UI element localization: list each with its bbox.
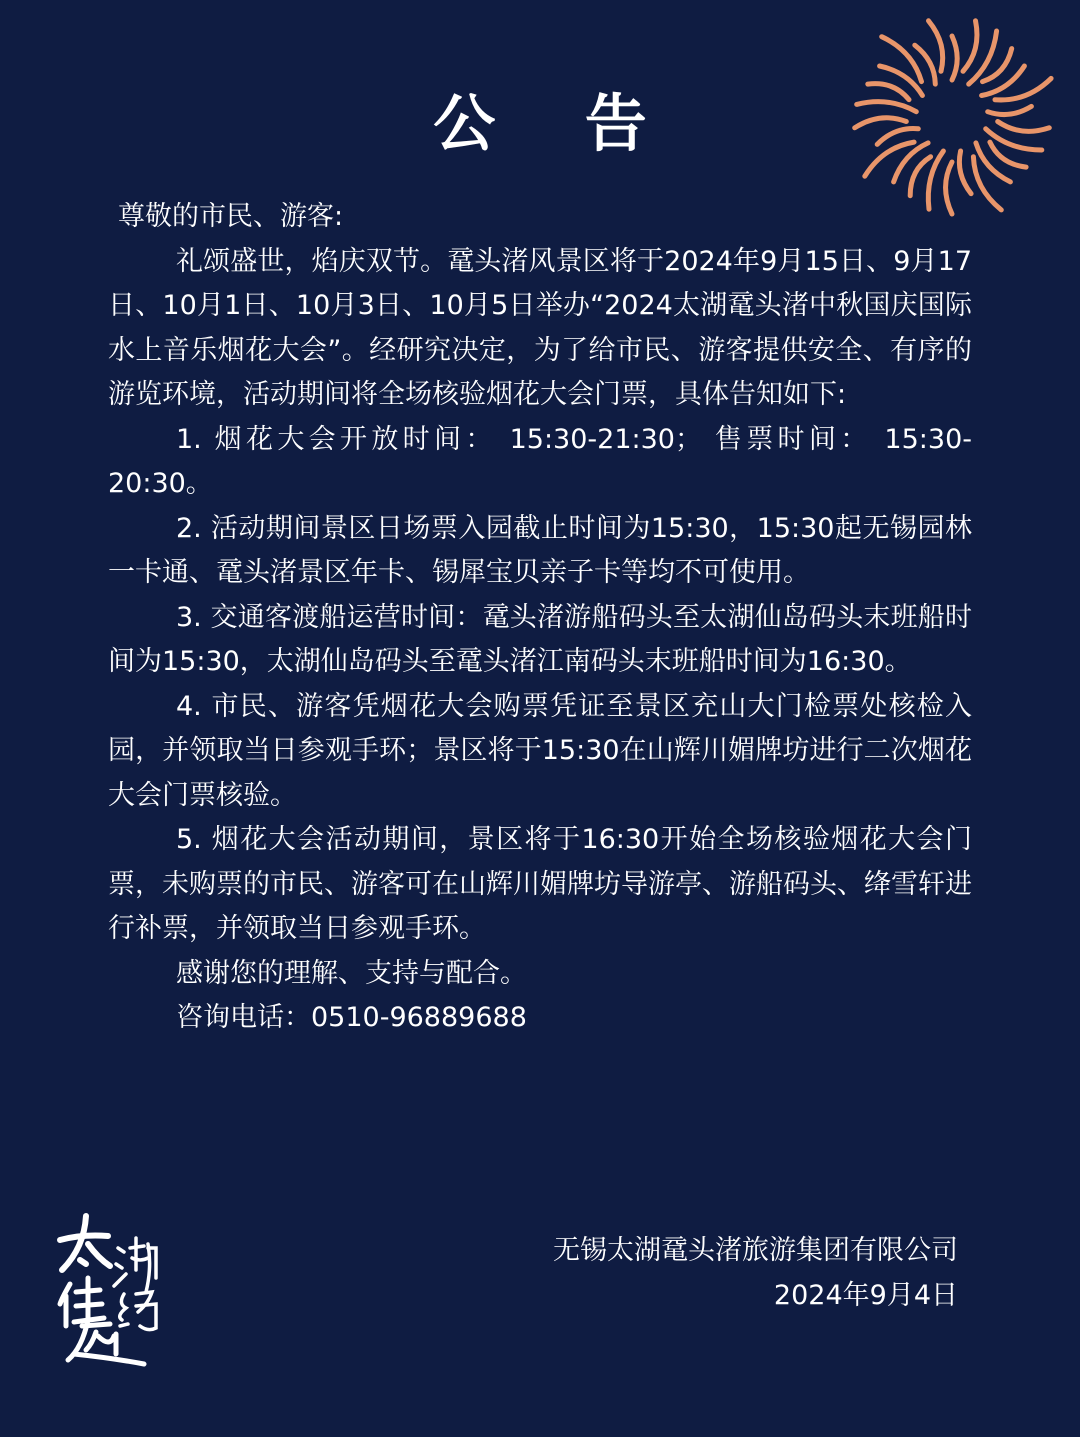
firework-ray xyxy=(952,36,957,80)
signature-block xyxy=(553,1228,958,1318)
notice-item-2: 2. 活动期间景区日场票入园截止时间为15:30，15:30起无锡园林一卡通、鼋头渚景区年卡、锡犀宝贝亲子卡等均不可使用。 xyxy=(108,512,972,588)
notice-title: 公 告 xyxy=(433,87,681,160)
company-name: 无锡太湖鼋头渚旅游集团有限公司 xyxy=(553,1235,958,1266)
greeting: 尊敬的市民、游客: xyxy=(118,201,344,232)
notice-item-3: 3. 交通客渡船运营时间：鼋头渚游船码头至太湖仙岛码头末班船时间为15:30，太湖仙岛码头至鼋头渚江南码头末班船时间为16:30。 xyxy=(108,601,972,677)
notice-body xyxy=(108,195,972,1041)
notice-item-1: 1. 烟花大会开放时间： 15:30-21:30； 售票时间： 15:30-20:30。 xyxy=(108,423,972,499)
calligraphy-logo-icon xyxy=(52,1208,172,1368)
firework-ray xyxy=(963,21,977,72)
notice-item-5: 5. 烟花大会活动期间，景区将于16:30开始全场核验烟花大会门票，未购票的市民、游客可在山辉川媚牌坊导游亭、游船码头、绛雪轩进行补票，并领取当日参观手环。 xyxy=(108,824,972,944)
thanks-line: 感谢您的理解、支持与配合。 xyxy=(176,957,527,989)
notice-date: 2024年9月4日 xyxy=(773,1280,958,1311)
intro-paragraph: 礼颂盛世，焰庆双节。鼋头渚风景区将于2024年9月15日、9月17日、10月1日、10月3日、10月5日举办“2024太湖鼋头渚中秋国庆国际水上音乐烟花大会”。经研究决定，为了给市民、游客提供安全、有序的游览环境，活动期间将全场核验烟花大会门票，具体告知如下: xyxy=(108,245,972,410)
contact-line: 咨询电话：0510-96889688 xyxy=(176,1002,527,1033)
notice-item-4: 4. 市民、游客凭烟花大会购票凭证至景区充山大门检票处核检入园，并领取当日参观手环；景区将于15:30在山辉川媚牌坊进行二次烟花大会门票核验。 xyxy=(108,690,972,811)
